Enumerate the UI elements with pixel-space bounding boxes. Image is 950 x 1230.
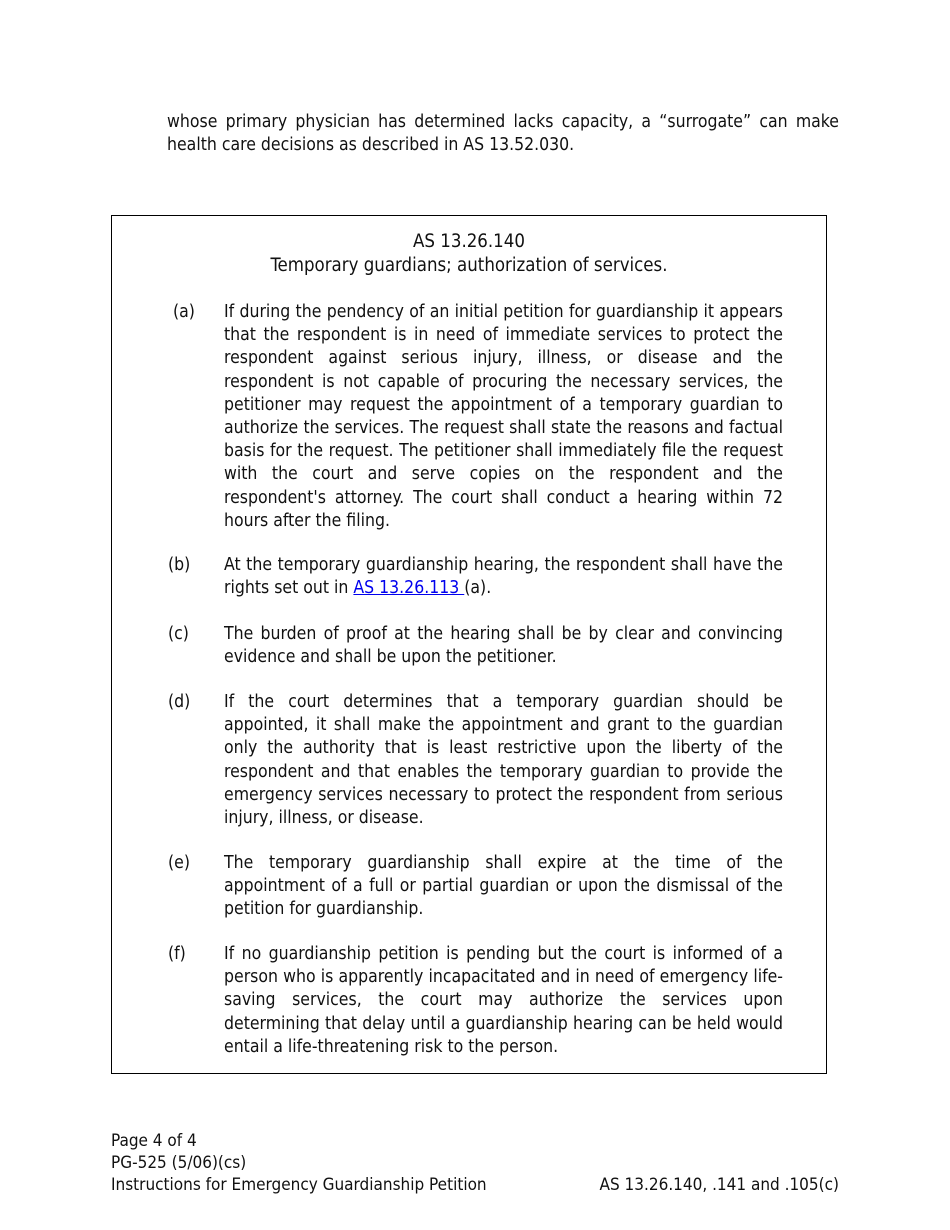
paragraph-text: If no guardianship petition is pending but the court is informed of a person who is apparently incapacitated and in need of emergency life-saving services, the court may authorize the services upon determining that delay until a guardianship hearing can be held would entail a life-threatening risk to the person. [224, 944, 783, 1057]
statute-link-as-13-26-113[interactable]: AS 13.26.113 [353, 578, 465, 599]
paragraph-text [224, 554, 783, 600]
paragraph-label: (a) [173, 302, 195, 322]
paragraph-label: (d) [168, 692, 191, 712]
paragraph-text-before-link: At the temporary guardianship hearing, the respondent shall have the rights set out in [224, 555, 783, 599]
form-code: PG-525 (5/06)(cs) [111, 1153, 247, 1173]
paragraph-label: (b) [168, 555, 191, 575]
form-title: Instructions for Emergency Guardianship Petition [111, 1175, 487, 1195]
statute-title: Temporary guardians; authorization of services. [270, 255, 668, 276]
paragraph-label: (c) [168, 624, 189, 644]
statute-box [111, 215, 827, 1074]
page-number: Page 4 of 4 [111, 1131, 197, 1151]
paragraph-text: The burden of proof at the hearing shall be by clear and convincing evidence and shall be upon the petitioner. [224, 624, 783, 668]
page-footer [111, 1130, 839, 1196]
paragraph-label: (f) [168, 944, 186, 964]
paragraph-text: If the court determines that a temporary guardian should be appointed, it shall make the appointment and grant to the guardian only the authority that is least restrictive upon the liberty of the respondent and that enables the temporary guardian to provide the emergency services necessary to protect the respondent from serious injury, illness, or disease. [224, 692, 783, 829]
statute-number: AS 13.26.140 [413, 231, 525, 252]
intro-paragraph: whose primary physician has determined lacks capacity, a “surrogate” can make health care decisions as described in AS 13.52.030. [167, 112, 839, 155]
paragraph-label: (e) [168, 853, 190, 873]
footer-citation: AS 13.26.140, .141 and .105(c) [599, 1175, 839, 1195]
paragraph-text-after-link: (a). [464, 578, 492, 599]
paragraph-text: The temporary guardianship shall expire at the time of the appointment of a full or partial guardian or upon the dismissal of the petition for guardianship. [224, 853, 783, 920]
paragraph-text: If during the pendency of an initial petition for guardianship it appears that the respondent is in need of immediate services to protect the respondent against serious injury, illness, or disease and the respondent is not capable of procuring the necessary services, the petitioner may request the appointment of a temporary guardian to authorize the services. The request shall state the reasons and factual basis for the request. The petitioner shall immediately file the request with the court and serve copies on the respondent and the respondent's attorney. The court shall conduct a hearing within 72 hours after the filing. [224, 302, 783, 531]
statute-heading [112, 230, 826, 278]
